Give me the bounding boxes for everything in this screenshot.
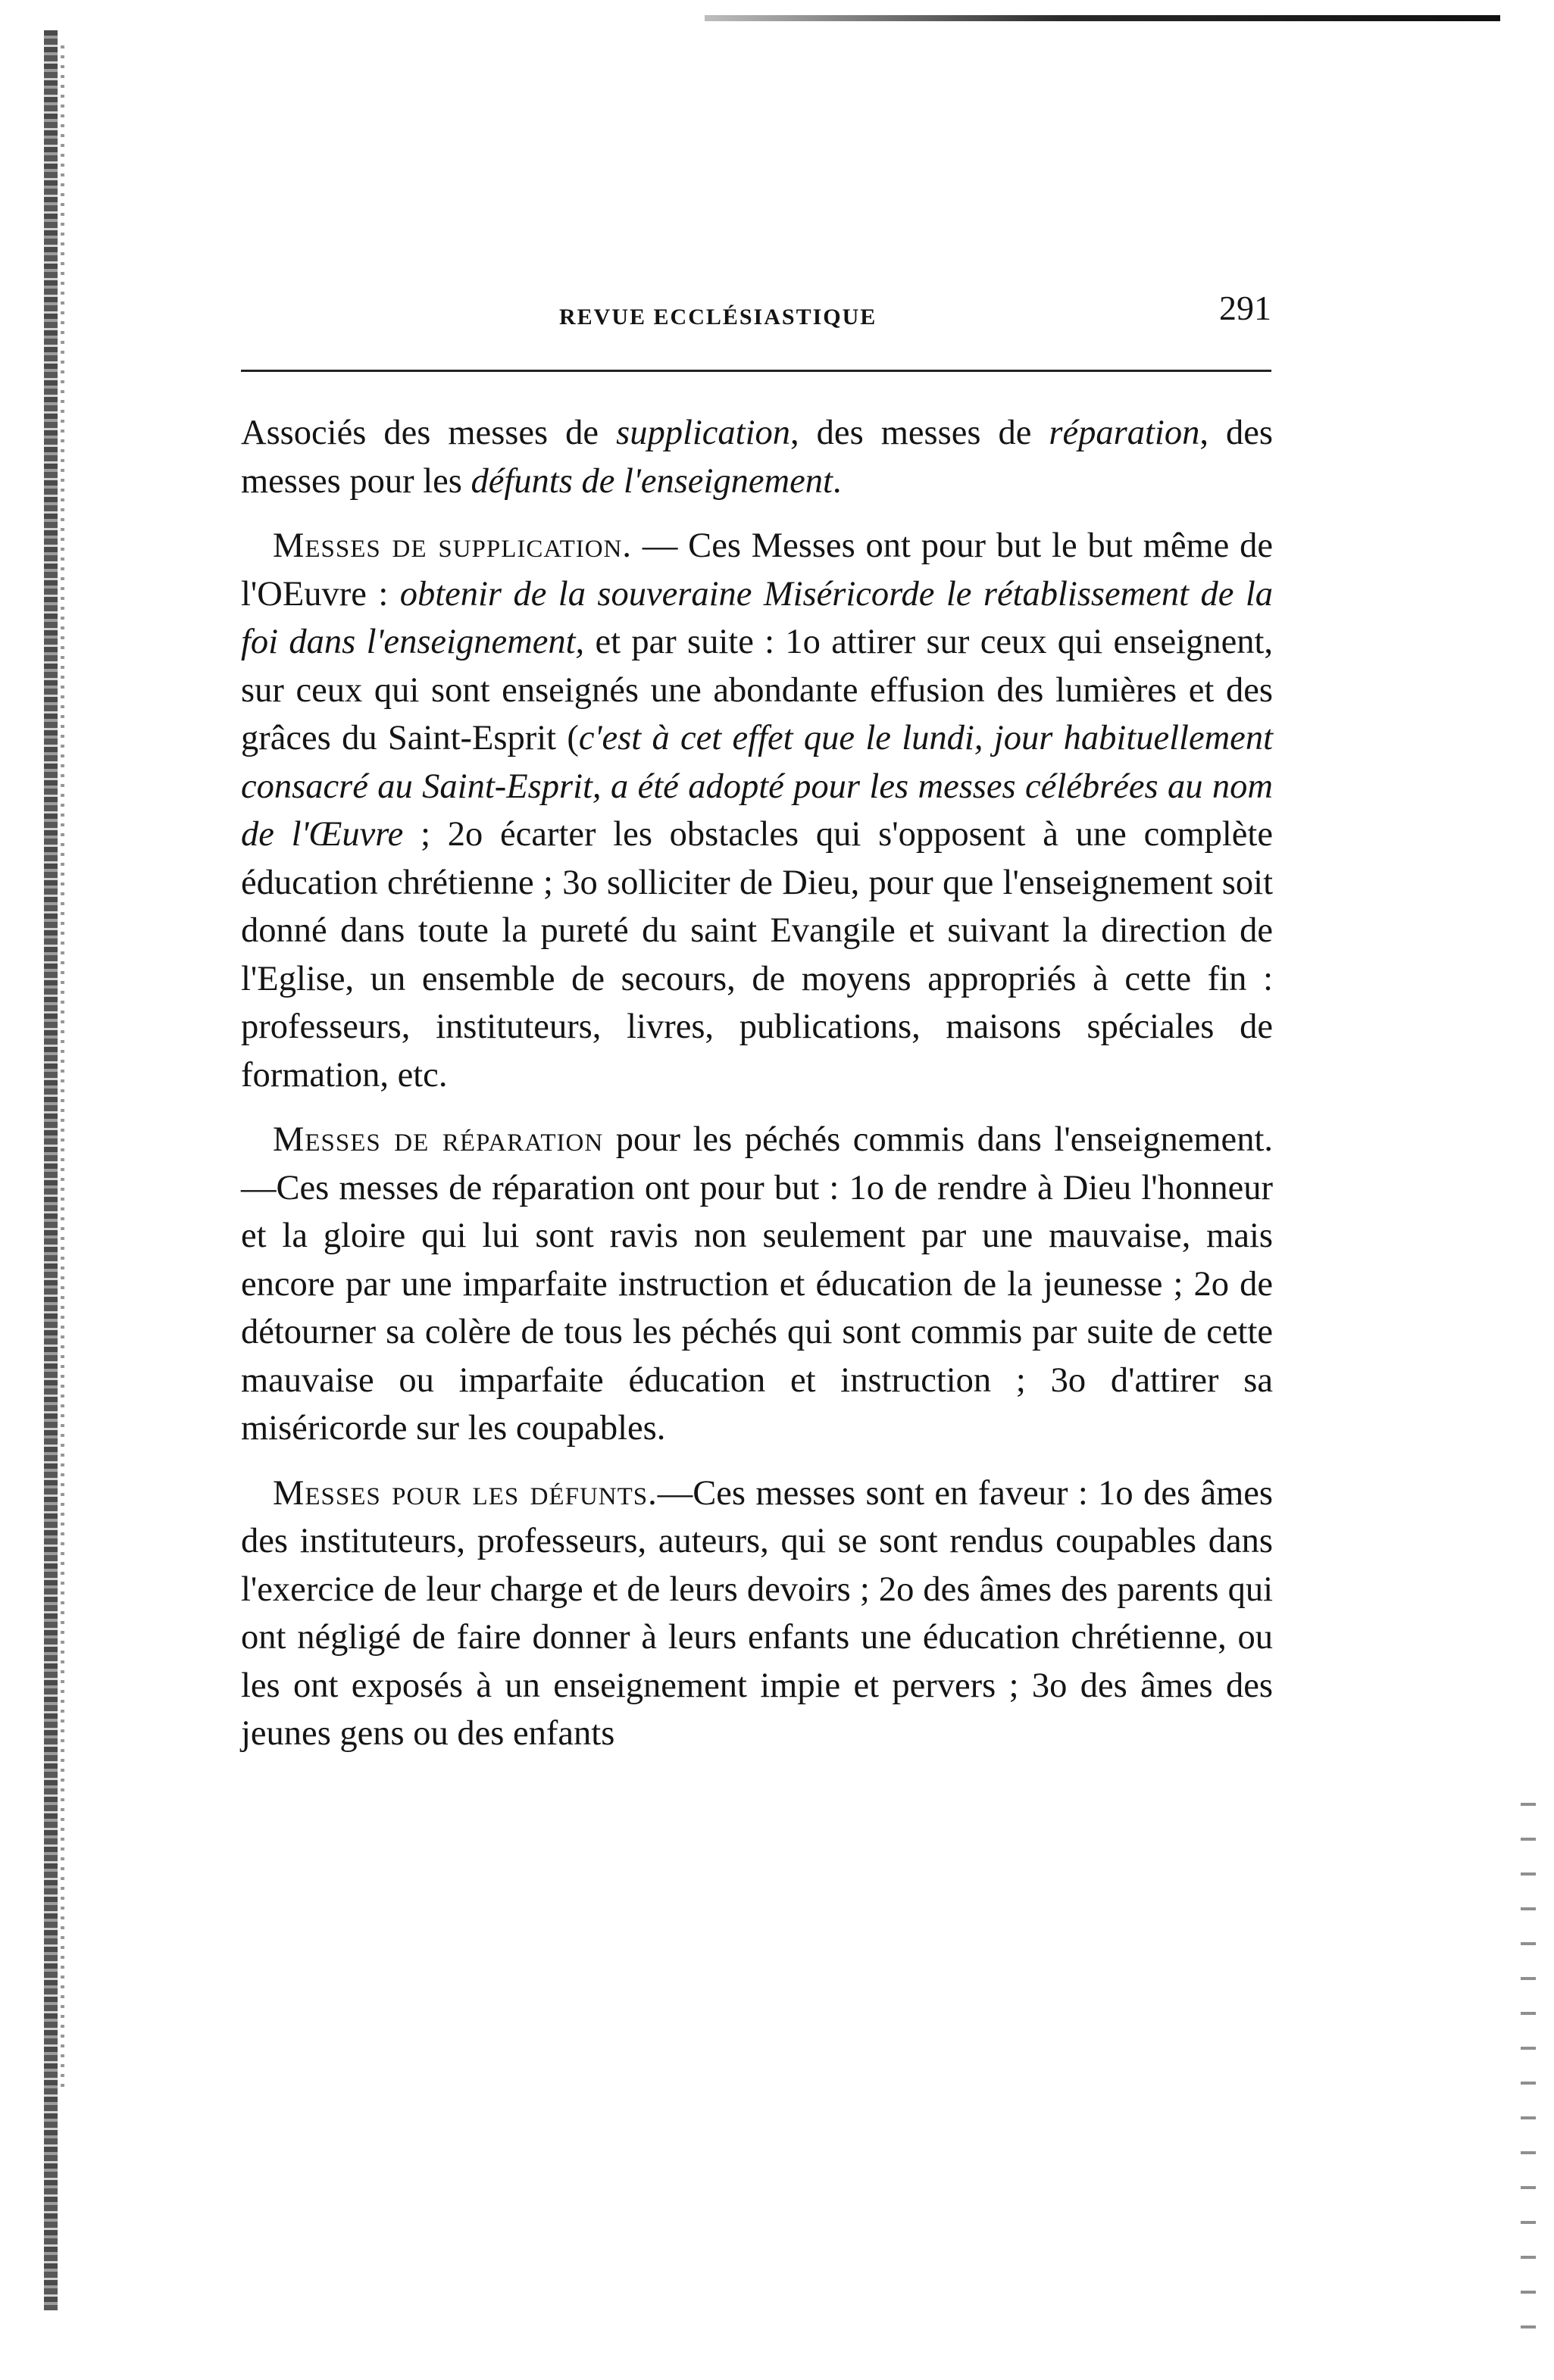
text-run: Associés des messes de [241, 414, 617, 452]
text-run: ; 2o écarter les obstacles qui s'opposent à une complète éducation chrétienne ; 3o solliciter de Dieu, pour que l'enseignement soit donné dans toute la pureté du saint Evangile et suivant la direction de l'Eglise, un ensemble de secours, de moyens appropriés à cette fin : professeurs, instituteurs, livres, publications, maisons spéciales de formation, etc. [241, 815, 1273, 1095]
italic-run: obtenir de la souveraine Miséricorde le rétablissement de la foi dans l'enseignement, [241, 574, 1273, 661]
scan-right-specks [1521, 1803, 1536, 2348]
intro-paragraph [241, 409, 1273, 505]
journal-title: REVUE ECCLÉSIASTIQUE [559, 305, 877, 330]
header-rule [241, 370, 1271, 372]
page-binding-shadow [61, 45, 64, 2091]
page-body [241, 409, 1273, 1758]
italic-run: réparation [1049, 414, 1200, 452]
italic-run: supplication [616, 414, 791, 452]
paragraph-defunts [241, 1470, 1273, 1758]
section-heading-reparation: Messes de réparation [273, 1120, 604, 1159]
text-run: et par suite : 1o attirer sur ceux qui enseignent, sur ceux qui sont enseignés une abondante effusion des lumières et des grâces du Saint-Esprit ( [241, 623, 1274, 757]
paragraph-reparation [241, 1116, 1273, 1453]
text-run: —Ces messes sont en faveur : 1o des âmes des instituteurs, professeurs, auteurs, qui se sont rendus coupables dans l'exercice de leur charge et de leurs devoirs ; 2o des âmes des parents qui ont négligé de faire donner à leurs enfants une éducation chrétienne, ou les ont exposés à un enseignement impie et pervers ; 3o des âmes des jeunes gens ou des enfants [241, 1473, 1273, 1753]
running-head [241, 288, 1271, 341]
text-run: — Ces Messes ont pour but le but même de l'OEuvre : [241, 526, 1274, 614]
italic-run: défunts de l'enseignement [471, 461, 833, 501]
page-binding-edge [44, 30, 58, 2310]
section-heading-defunts: Messes pour les défunts. [273, 1473, 658, 1513]
section-heading-supplication: Messes de supplication. [273, 526, 633, 565]
italic-run: c'est à cet effet que le lundi, jour habituellement consacré au Saint-Esprit, a été adopté pour les messes célébrées au nom de l'Œuvre [241, 719, 1273, 854]
text-run: pour les péchés commis dans l'enseignement.—Ces messes de réparation ont pour but : 1o de rendre à Dieu l'honneur et la gloire qui lui sont ravis non seulement par une mauvaise, mais encore par une imparfaite instruction et éducation de la jeunesse ; 2o de détourner sa colère de tous les péchés qui sont commis par suite de cette mauvaise ou imparfaite éducation et instruction ; 3o d'attirer sa miséricorde sur les coupables. [241, 1120, 1273, 1448]
text-run: . [832, 461, 842, 501]
text-run: , des messes pour les [241, 414, 1273, 501]
text-run: , des messes de [790, 414, 1049, 452]
page-number: 291 [1219, 289, 1271, 327]
paragraph-supplication [241, 522, 1273, 1099]
scan-top-edge [705, 15, 1500, 21]
